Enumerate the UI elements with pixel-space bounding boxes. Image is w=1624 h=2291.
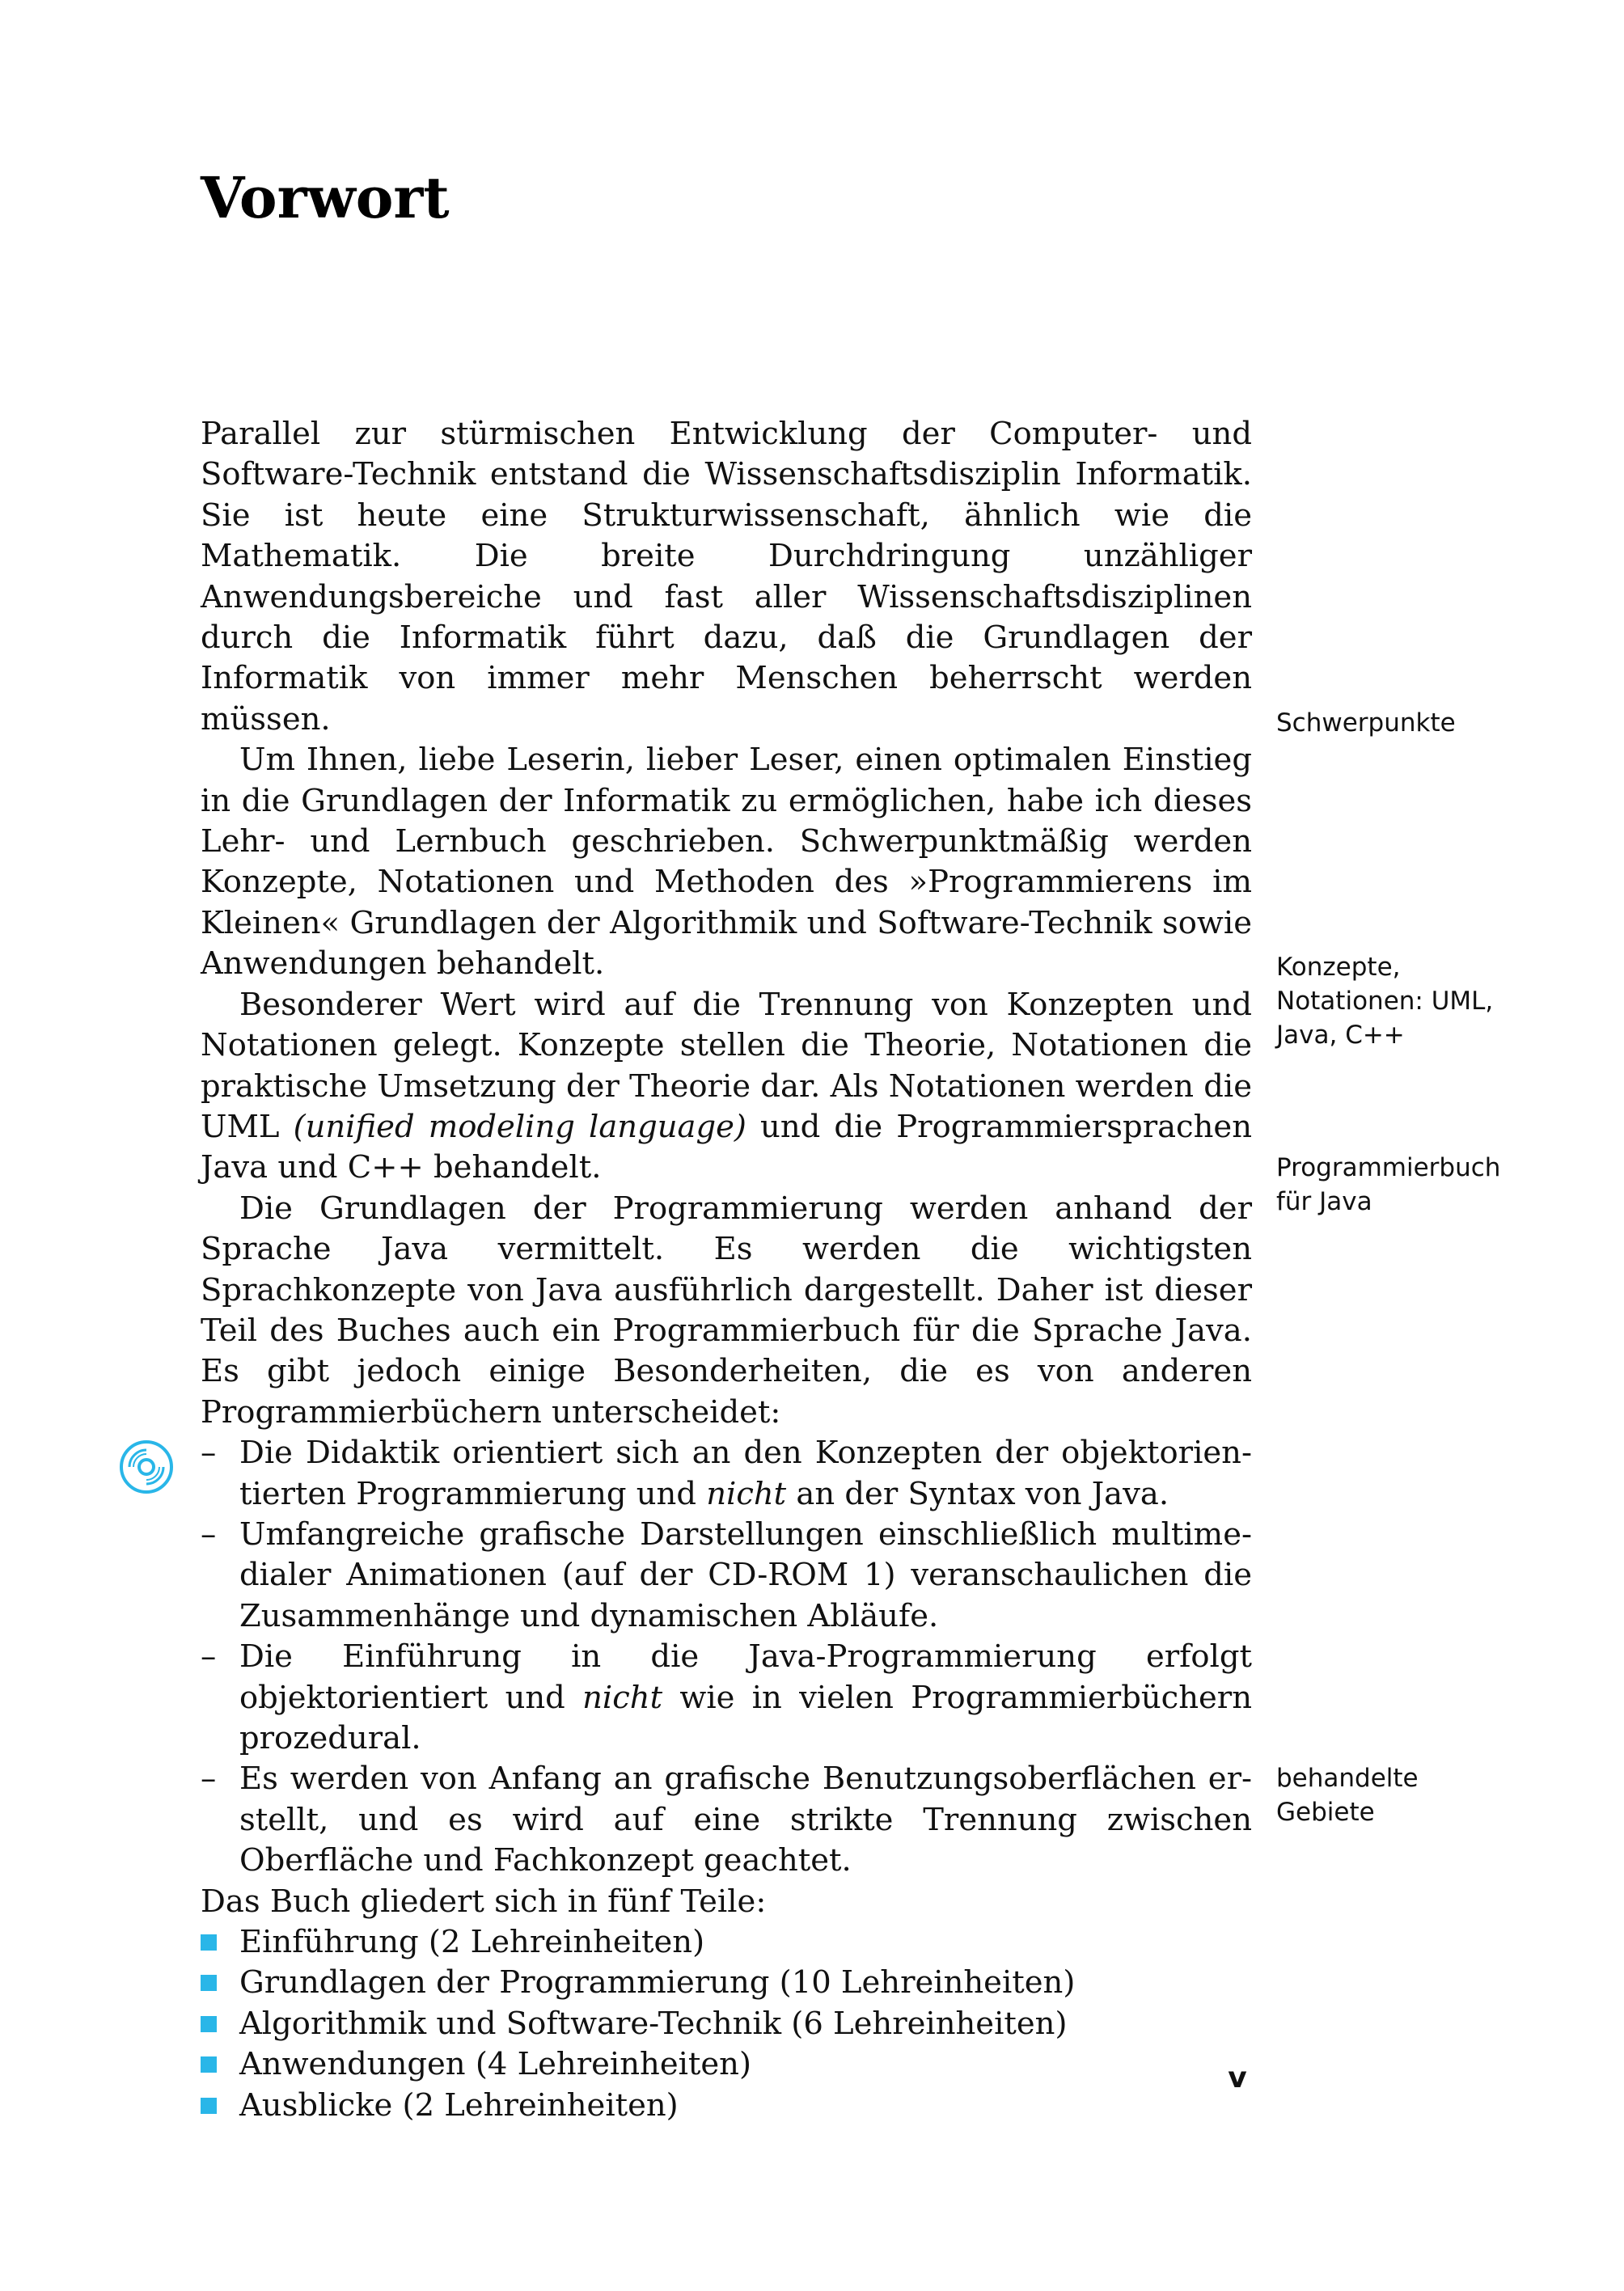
page-number: v	[1228, 2061, 1247, 2094]
list-item	[201, 1963, 1252, 2003]
list-item	[201, 1433, 1252, 1515]
paragraph-programmierung: Die Grundlagen der Programmierung werden anhand der Sprache Java vermittelt. Es werden die wichtigsten Sprachkonzepte von Java ausführlich dargestellt. Daher ist dieser Teil des Buches auch ein Programmierbuch für die Sprache Java. Es gibt jedoch einige Besonderheiten, die es von anderen Programmierbüchern unterscheidet:	[201, 1190, 1252, 1431]
list-item: – Umfangreiche grafische Darstellungen einschließlich multimedialer Animationen (auf der CD-ROM 1) veranschaulichen die Zusammenhänge und dynamischen Abläufe.	[201, 1515, 1252, 1637]
list-item-text-2: wie in vielen Programmierbüchern prozedural.	[239, 1679, 1252, 1756]
main-text	[201, 414, 1252, 2126]
list-item-label: Anwendungen (4 Lehreinheiten)	[239, 2046, 751, 2083]
margin-note-line: Java, C++	[1276, 1021, 1405, 1050]
list-item-label: Einführung (2 Lehreinheiten)	[239, 1924, 705, 1961]
margin-note-line: behandelte	[1276, 1764, 1419, 1793]
emphasis-nicht: nicht	[706, 1475, 787, 1512]
margin-note-line: Konzepte,	[1276, 953, 1401, 982]
square-bullet-icon	[201, 1975, 217, 1991]
square-bullet-icon	[201, 2056, 217, 2073]
margin-note-line: Programmierbuch	[1276, 1153, 1501, 1182]
list-item	[201, 2044, 1252, 2085]
margin-note-line: für Java	[1276, 1187, 1372, 1216]
margin-note-schwerpunkte	[1276, 706, 1584, 740]
margin-note-line: Gebiete	[1276, 1798, 1375, 1827]
list-item-label: Ausblicke (2 Lehreinheiten)	[239, 2086, 679, 2124]
paragraph-konzepte	[201, 985, 1252, 1189]
margin-note-programmierbuch	[1276, 1151, 1584, 1219]
list-item	[201, 2004, 1252, 2044]
list-item-text-1: Die Didaktik orientiert sich an den Konzepten der objektorientierten Programmierung und	[239, 1435, 1252, 1512]
list-item	[201, 1637, 1252, 1759]
cd-rom-icon	[118, 1439, 175, 1495]
square-bullet-icon	[201, 2098, 217, 2114]
square-bullet-icon	[201, 2016, 217, 2032]
paragraph-konzepte-text-1: Besonderer Wert wird auf die Trennung von Konzepten und Notationen gelegt. Konzepte stellen die Theorie, Notationen die praktische Umsetzung der Theorie dar. Als Notationen werden die UML	[201, 986, 1252, 1145]
uml-term: (unified modeling language)	[293, 1108, 746, 1145]
square-bullet-icon	[201, 1934, 217, 1951]
list-item	[201, 2086, 1252, 2126]
margin-note-line: Schwerpunkte	[1276, 708, 1456, 738]
page-title: Vorwort	[201, 164, 450, 231]
list-item: – Es werden von Anfang an grafische Benutzungsoberflächen erstellt, und es wird auf eine strikte Trennung zwischen Oberfläche und Fachkonzept geachtet.	[201, 1759, 1252, 1881]
paragraph-intro: Parallel zur stürmischen Entwicklung der Computer- und Software-Technik entstand die Wissenschaftsdisziplin Informatik. Sie ist heute eine Strukturwissenschaft, ähnlich wie die Mathematik. Die breite Durchdringung unzähliger Anwendungsbereiche und fast aller Wissenschaftsdisziplinen durch die Informatik führt dazu, daß die Grundlagen der Informatik von immer mehr Menschen beherrscht werden müssen.	[201, 416, 1252, 738]
paragraph-konzepte-text-2: und die Programmiersprachen Java und C++ behandelt.	[201, 1108, 1252, 1186]
list-item	[201, 1922, 1252, 1963]
list-item-label: Algorithmik und Software-Technik (6 Lehreinheiten)	[239, 2005, 1068, 2042]
paragraph-gliederung: Das Buch gliedert sich in fünf Teile:	[201, 1883, 767, 1920]
margin-note-line: Notationen: UML,	[1276, 987, 1494, 1016]
emphasis-nicht: nicht	[582, 1679, 663, 1716]
list-item-label: Grundlagen der Programmierung (10 Lehreinheiten)	[239, 1964, 1076, 2001]
margin-note-konzepte	[1276, 950, 1584, 1052]
paragraph-einstieg: Um Ihnen, liebe Leserin, lieber Leser, einen optimalen Einstieg in die Grundlagen der Informatik zu ermöglichen, habe ich dieses Lehr- und Lernbuch geschrieben. Schwerpunktmäßig werden Konzepte, Notationen und Methoden des »Programmierens im Kleinen« Grundlagen der Algorithmik und Software-Technik sowie Anwendungen behandelt.	[201, 742, 1252, 983]
list-item-text-2: an der Syntax von Java.	[786, 1475, 1169, 1512]
parts-list	[201, 1922, 1252, 2126]
margin-note-gebiete	[1276, 1761, 1584, 1829]
features-list	[201, 1433, 1252, 1881]
list-item-text-1: Die Einführung in die Java-Programmierung erfolgt objektorientiert und	[239, 1638, 1252, 1716]
